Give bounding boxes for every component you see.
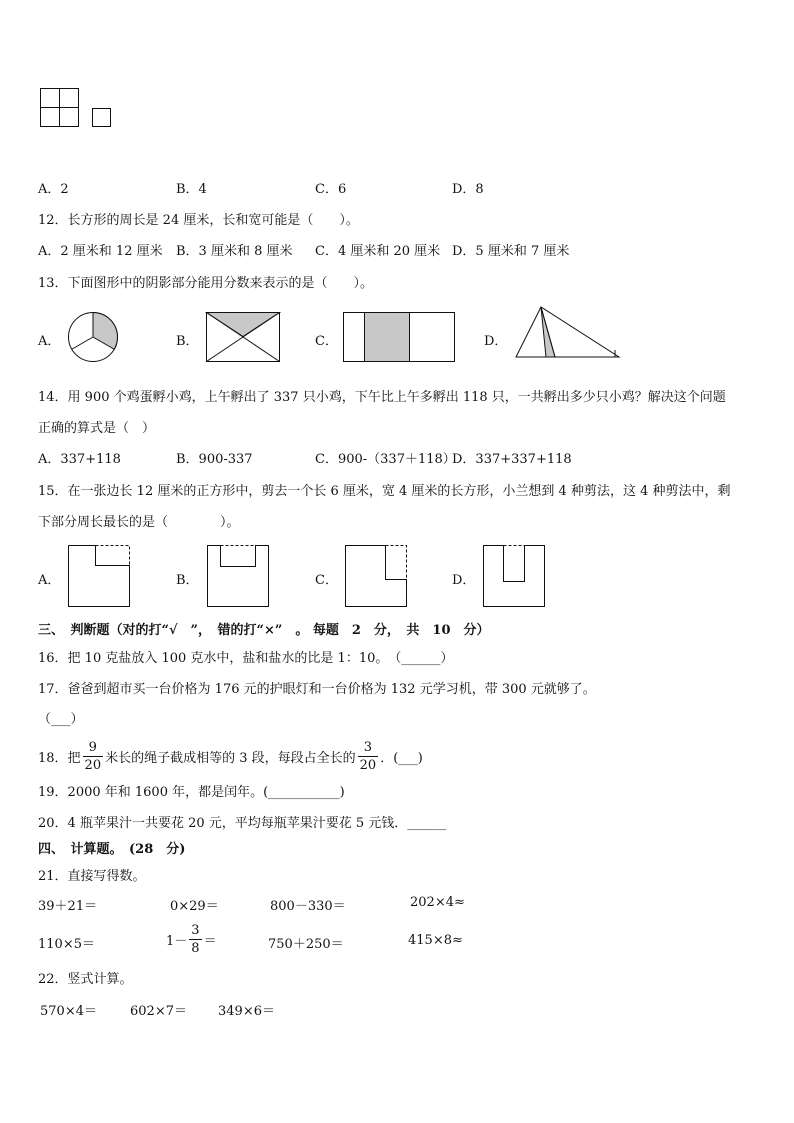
cut-square-figure-a: [68, 545, 131, 608]
q21-item-6-denominator: 8: [191, 940, 200, 956]
q15-label-d: D．: [452, 573, 476, 588]
q21-item-6-pre: 1－: [166, 933, 188, 949]
q15-label-c: C．: [315, 573, 338, 588]
cut-square-figure-d: [483, 545, 546, 608]
q21-item-4: 202×4≈: [410, 895, 465, 910]
q14-option-a: A．337+118: [38, 452, 121, 467]
q21-item-8: 415×8≈: [408, 933, 463, 948]
section-3-heading: 三、 判断题（对的打“√ ”， 错的打“×” 。 每题 2 分， 共 10 分）: [38, 623, 490, 638]
q13-label-d: D．: [484, 334, 508, 349]
q12-option-b: B．3 厘米和 8 厘米: [176, 244, 293, 259]
q21-stem: 21．直接写得数。: [38, 869, 146, 884]
q14-option-b: B．900-337: [176, 452, 253, 467]
q17-line1: 17．爸爸到超市买一台价格为 176 元的护眼灯和一台价格为 132 元学习机，带 300 元就够了。: [38, 682, 596, 697]
q21-item-5: 110×5＝: [38, 937, 95, 952]
q11-option-b: B．4: [176, 182, 207, 197]
q18-fraction-2: [358, 739, 379, 774]
q15-stem-line2: 下部分周长最长的是（ ）。: [38, 515, 240, 530]
triangle-figure: [515, 306, 623, 360]
q22-item-1: 570×4＝: [40, 1004, 97, 1019]
rectangle-thirds-figure: [343, 312, 456, 362]
small-square-figure: [92, 108, 112, 128]
q12-option-d: D．5 厘米和 7 厘米: [452, 244, 570, 259]
section-4-heading: 四、 计算题。 (28 分): [38, 842, 186, 857]
q19: 19．2000 年和 1600 年，都是闰年。(___________): [38, 785, 345, 800]
rectangle-x-figure: [206, 312, 280, 362]
q11-option-d: D．8: [452, 182, 484, 197]
q14-stem-line2: 正确的算式是（ ）: [38, 421, 156, 436]
q17-line2: （___）: [38, 712, 84, 727]
q15-label-b: B．: [176, 573, 199, 588]
q21-item-6-fraction: [189, 922, 201, 957]
q21-item-6-numerator: 3: [191, 922, 200, 938]
q13-label-a: A．: [38, 334, 61, 349]
q16: 16．把 10 克盐放入 100 克水中，盐和盐水的比是 1：10。 （______）: [38, 651, 454, 666]
cut-square-figure-b: [207, 545, 270, 608]
circle-thirds-figure: [67, 311, 119, 363]
q21-item-1: 39＋21＝: [38, 899, 98, 914]
q13-label-c: C．: [315, 334, 338, 349]
q14-option-c: C．900-（337＋118）: [315, 452, 456, 467]
q14-stem-line1: 14．用 900 个鸡蛋孵小鸡，上午孵出了 337 只小鸡，下午比上午多孵出 118 只，一共孵出多少只小鸡？解决这个问题: [38, 390, 726, 405]
q18-fraction-2-denominator: 20: [359, 757, 377, 773]
q22-item-2: 602×7＝: [130, 1004, 187, 1019]
q22-item-3: 349×6＝: [218, 1004, 275, 1019]
q12-stem: 12．长方形的周长是 24 厘米，长和宽可能是（ ）。: [38, 213, 359, 228]
square-grid-figure: [40, 88, 80, 128]
q11-option-a: A．2: [38, 182, 69, 197]
q15-stem-line1: 15．在一张边长 12 厘米的正方形中，剪去一个长 6 厘米，宽 4 厘米的长方形，小兰想到 4 种剪法，这 4 种剪法中，剩: [38, 484, 731, 499]
q14-option-d: D．337+337+118: [452, 452, 572, 467]
q11-option-c: C．6: [315, 182, 347, 197]
q21-item-6: [166, 918, 217, 960]
q18: [38, 736, 423, 776]
q18-post: ．(___): [380, 750, 423, 766]
q12-option-c: C．4 厘米和 20 厘米: [315, 244, 441, 259]
q13-label-b: B．: [176, 334, 199, 349]
q22-stem: 22．竖式计算。: [38, 972, 133, 987]
q21-item-6-post: ＝: [203, 933, 217, 949]
q18-mid: 米长的绳子截成相等的 3 段，每段占全长的: [105, 750, 356, 766]
q18-fraction-1: [83, 739, 104, 774]
cut-square-figure-c: [345, 545, 408, 608]
q21-item-3: 800－330＝: [270, 899, 346, 914]
q21-item-7: 750＋250＝: [268, 937, 344, 952]
q18-fraction-1-denominator: 20: [84, 757, 102, 773]
q13-stem: 13．下面图形中的阴影部分能用分数来表示的是（ ）。: [38, 276, 374, 291]
q18-fraction-1-numerator: 9: [83, 739, 104, 757]
q21-item-2: 0×29＝: [170, 899, 219, 914]
q18-fraction-2-numerator: 3: [358, 739, 379, 757]
q18-pre: 18．把: [38, 750, 81, 766]
q15-label-a: A．: [38, 573, 61, 588]
q20: 20．4 瓶苹果汁一共要花 20 元，平均每瓶苹果汁要花 5 元钱．______: [38, 816, 447, 831]
q12-option-a: A．2 厘米和 12 厘米: [38, 244, 163, 259]
